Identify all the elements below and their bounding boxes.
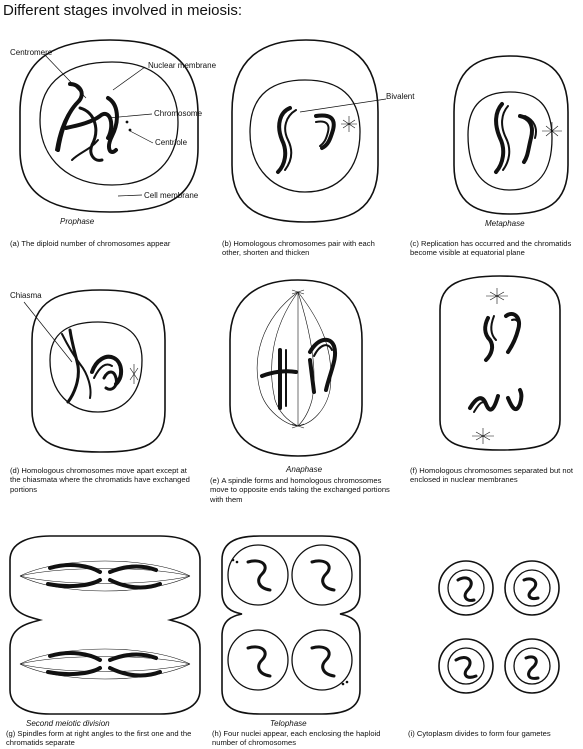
chiasma-label: Chiasma <box>10 291 42 300</box>
panel-c-metaphase <box>454 56 568 228</box>
panel-i-gametes <box>439 561 559 693</box>
stage-name-telophase: Telophase <box>270 719 307 728</box>
centriole-label: Centriole <box>155 138 188 147</box>
caption-f: (f) Homologous chromosomes separated but not enclosed in nuclear membranes <box>410 466 573 485</box>
stage-name-anaphase: Anaphase <box>286 465 323 474</box>
panel-g-second-meiotic-division <box>10 536 200 728</box>
panel-f-separated <box>440 276 560 450</box>
panel-b-bivalent <box>232 40 415 222</box>
panel-e-anaphase <box>230 280 362 474</box>
panel-a-prophase <box>10 40 217 226</box>
caption-a: (a) The diploid number of chromosomes appear <box>10 239 171 248</box>
page-title: Different stages involved in meiosis: <box>3 2 243 19</box>
panel-d-chiasma <box>10 290 165 452</box>
stage-name-prophase: Prophase <box>60 217 95 226</box>
caption-i: (i) Cytoplasm divides to form four gametes <box>408 729 551 738</box>
centromere-label: Centromere <box>10 48 53 57</box>
caption-e: (e) A spindle forms and homologous chromosomes move to opposite ends taking the exchanged portions with them <box>210 476 390 504</box>
cell-membrane-label: Cell membrane <box>144 191 199 200</box>
caption-c: (c) Replication has occurred and the chromatids become visible at equatorial plane <box>410 239 572 258</box>
caption-d: (d) Homologous chromosomes move apart except at the chiasmata where the chromatids have exchanged portions <box>10 466 190 494</box>
stage-name-second-meiotic-division: Second meiotic division <box>26 719 110 728</box>
stage-name-metaphase: Metaphase <box>485 219 525 228</box>
chromosome-label: Chromosome <box>154 109 203 118</box>
caption-g: (g) Spindles form at right angles to the first one and the chromatids separate <box>6 729 192 748</box>
bivalent-label: Bivalent <box>386 92 415 101</box>
caption-h: (h) Four nuclei appear, each enclosing the haploid number of chromosomes <box>212 729 381 748</box>
panel-h-telophase <box>222 536 360 728</box>
nuclear-membrane-label: Nuclear membrane <box>148 61 217 70</box>
caption-b: (b) Homologous chromosomes pair with each other, shorten and thicken <box>222 239 375 258</box>
